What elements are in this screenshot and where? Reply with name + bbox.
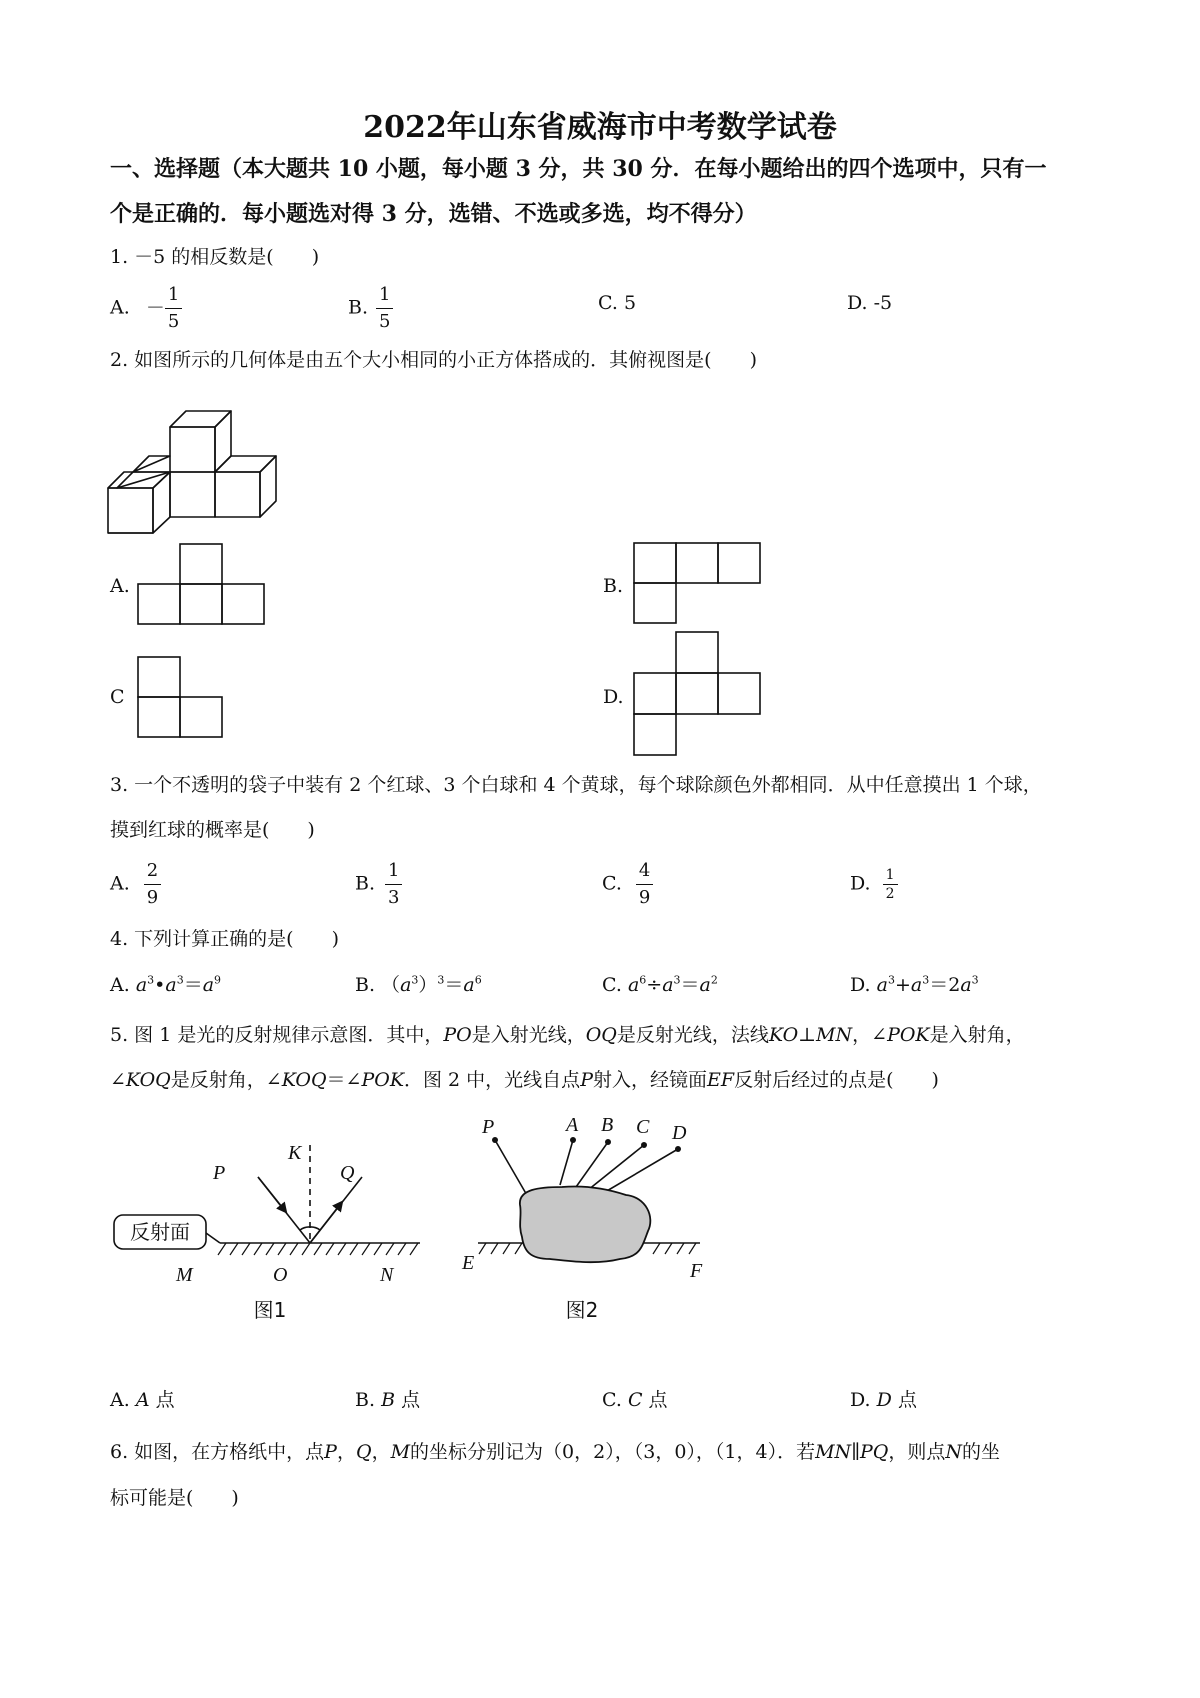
- q5-option-a: A. A 点: [110, 1389, 175, 1411]
- page-title: 2022年山东省威海市中考数学试卷: [363, 110, 837, 145]
- q3-option-d: D. $\frac{1}{2}$: [850, 866, 898, 903]
- q5-stem-line2: ∠KOQ是反射角，∠KOQ＝∠POK．图 2 中，光线自点P射入，经镜面EF反射后经过的点是( ): [110, 1069, 939, 1091]
- q1-option-d: D. -5: [847, 292, 893, 314]
- q2-option-c-figure: [136, 655, 226, 739]
- q5-option-c: C. C 点: [602, 1389, 668, 1411]
- q4-option-a: A. $a^3•a^3=a^9$: [110, 973, 222, 996]
- q2-solid-figure: [100, 405, 280, 530]
- q3-option-c: C. $\frac{4}{9}$: [602, 858, 653, 911]
- q2-option-a-figure: [138, 542, 266, 626]
- section-header-line2: 个是正确的．每小题选对得 3 分，选错、不选或多选，均不得分）: [110, 201, 757, 227]
- fig1-label-p: P: [213, 1162, 226, 1184]
- fig2-label-d: D: [672, 1122, 687, 1144]
- fig1-caption: 图1: [253, 1298, 287, 1322]
- q5-figure-1: [110, 1115, 430, 1325]
- section-header-line1: 一、选择题（本大题共 10 小题，每小题 3 分，共 30 分．在每小题给出的四个选项中，只有一: [110, 156, 1047, 182]
- q1-a-prefix: －: [145, 296, 165, 319]
- fig1-label-n: N: [380, 1264, 394, 1286]
- q1-stem: 1. －5 的相反数是( ): [110, 246, 320, 268]
- fig1-label-q: Q: [340, 1162, 355, 1184]
- fig2-label-e: E: [462, 1252, 475, 1274]
- q6-stem-line1: 6. 如图，在方格纸中，点P，Q，M的坐标分别记为（0，2），（3，0），（1，4）．若MN∥PQ，则点N的坐: [110, 1441, 1000, 1463]
- q3-option-a: A. $\frac{2}{9}$: [110, 858, 161, 911]
- q5-stem-line1: 5. 图 1 是光的反射规律示意图．其中，PO是入射光线，OQ是反射光线，法线KO⊥MN，∠POK是入射角，: [110, 1024, 1025, 1046]
- fig2-label-c: C: [636, 1116, 650, 1138]
- q3-b-fraction: $\frac{1}{3}$: [385, 858, 402, 911]
- q3-stem-line1: 3. 一个不透明的袋子中装有 2 个红球、3 个白球和 4 个黄球，每个球除颜色外都相同．从中任意摸出 1 个球，: [110, 774, 1042, 796]
- q1-option-c: C. 5: [598, 292, 637, 314]
- q4-option-b: B. $(a^3)^3=a^6$: [355, 973, 482, 996]
- q2-option-a: A.: [110, 575, 130, 597]
- q1-a-label: A.: [110, 296, 130, 319]
- q5-option-d: D. D 点: [850, 1389, 917, 1411]
- q1-option-a: [110, 282, 182, 335]
- fig1-mirror-label: 反射面: [130, 1220, 190, 1244]
- fig2-label-f: F: [690, 1260, 703, 1282]
- q4-option-c: C. $a^6\div a^3=a^2$: [602, 973, 718, 996]
- q3-a-fraction: $\frac{2}{9}$: [144, 858, 161, 911]
- q2-option-b-figure: [632, 541, 762, 625]
- q3-stem-line2: 摸到红球的概率是( ): [110, 819, 315, 841]
- q1-option-b: B. $\frac{1}{5}$: [348, 282, 393, 335]
- fig1-label-k: K: [288, 1142, 302, 1164]
- fig2-label-p: P: [482, 1116, 495, 1138]
- fig1-label-o: O: [273, 1264, 288, 1286]
- q2-stem: 2. 如图所示的几何体是由五个大小相同的小正方体搭成的．其俯视图是( ): [110, 349, 757, 371]
- q6-stem-line2: 标可能是( ): [110, 1487, 239, 1509]
- fig2-rock: [520, 1186, 650, 1262]
- fig2-label-b: B: [601, 1114, 614, 1136]
- q3-c-fraction: $\frac{4}{9}$: [636, 858, 653, 911]
- q2-option-d: D.: [603, 686, 624, 708]
- fig2-label-a: A: [566, 1114, 579, 1136]
- q4-option-d: D. $a^3+a^3=2a^3$: [850, 973, 979, 996]
- q5-figure-2: [460, 1105, 740, 1325]
- q5-option-b: B. B 点: [355, 1389, 421, 1411]
- q1-b-fraction: $\frac{1}{5}$: [376, 282, 393, 335]
- fig1-label-m: M: [176, 1264, 193, 1286]
- q3-d-fraction: $\frac{1}{2}$: [883, 866, 898, 903]
- q4-stem: 4. 下列计算正确的是( ): [110, 928, 339, 950]
- q2-option-d-figure: [632, 630, 762, 758]
- q2-option-b: B.: [603, 575, 624, 597]
- q2-option-c: C: [110, 686, 125, 708]
- q3-option-b: B. $\frac{1}{3}$: [355, 858, 402, 911]
- q1-a-fraction: $\frac{1}{5}$: [165, 282, 182, 335]
- fig2-caption: 图2: [565, 1298, 599, 1322]
